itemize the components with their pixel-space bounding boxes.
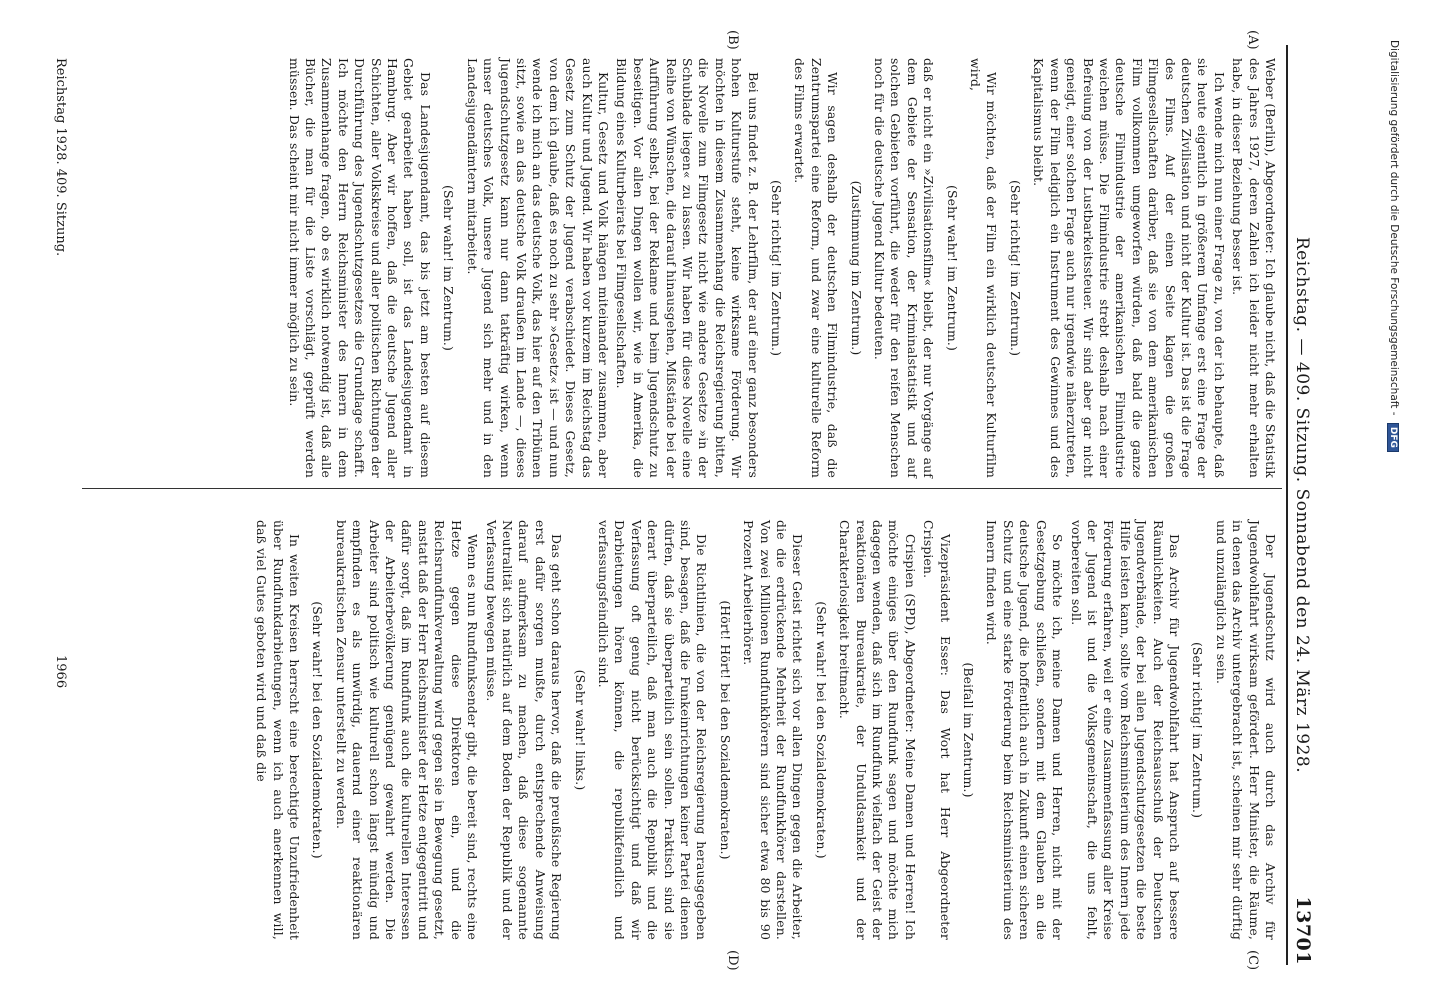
paragraph: Wir möchten, daß der Film ein wirklich deutscher Kulturfilm wird, — [968, 58, 1000, 478]
interjection: (Sehr wahr! bei den Sozialdemokraten.) — [813, 601, 829, 859]
left-column — [283, 58, 1278, 478]
footer-number: 1966 — [53, 655, 68, 689]
paragraph: Ich wende mich nun einer Frage zu, von der ich behaupte, daß sie heute eigentlich in größerem Umfange erst eine Frage der deutschen Zivilisation und nicht der Kultur ist. Das ist die Frage des Films. Auf der einen Seite klagen die großen Filmgesellschaften darüber, daß sie von dem amerikanischen Film vollkommen umgeworfen würden, daß bald die ganze deutsche Filmindustrie der amerikanischen Filmindustrie weichen müsse. Die Filmindustrie strebt deshalb nach einer Befreiung von der Lustbarkeitssteuer. Wir sind aber gar nicht geneigt, einer solchen Frage auch nur irgendwie näherzutreten, wenn der Film lediglich ein Instrument des Gewinnes und des Kapitalismus bleibt. — [1031, 58, 1227, 478]
paragraph: Wir sagen deshalb der deutschen Filmindustrie, daß die Zentrumspartei eine Reform, und zwar eine kulturelle Reform des Films erwartet. — [792, 58, 841, 478]
paragraph: Das Landesjugendamt, das bis jetzt am besten auf diesem Gebiet gearbeitet haben soll, ist das Landesjugendamt in Hamburg. Aber wir hoffen, daß die deutsche Jugend aller Schichten, aller Volkskreise und aller politischen Richtungen der Durchführung des Jugendschutzgesetzes die Grundlage schafft. Ich möchte den Herrn Reichsminister des Innern in dem Zusammenhange fragen, ob es wirklich notwendig ist, daß alle Bücher, die man für die Liste vorschlägt, geprüft werden müssen. Das scheint mir nicht immer möglich zu sein. — [286, 58, 433, 478]
interjection: (Sehr richtig! im Zentrum.) — [1007, 179, 1023, 357]
paragraph: Das geht schon daraus hervor, daß die preußische Regierung erst dafür sorgen mußte, durch entsprechende Anweisung darauf aufmerksam zu machen, daß diese sogenannte Neutralität sich natürlich auf dem Boden der Republik und der Verfassung bewegen müsse. — [483, 520, 565, 940]
page-header — [1284, 45, 1316, 965]
interjection: (Hört! Hört! bei den Sozialdemokraten.) — [717, 600, 733, 860]
paragraph: daß er nicht ein »Zivilisationsfilm« bleibt, der nur Vorgänge auf dem Gebiete der Sensation, der Kriminalstatistik und auf solchen Gebieten vorführt, die weder für den reifen Menschen noch für die deutsche Jugend Kultur bedeuten. — [872, 58, 937, 478]
right-column — [251, 520, 1278, 940]
paragraph: Weber (Berlin), Abgeordneter: Ich glaube nicht, daß die Statistik des Jahres 1927, deren Zahlen ich leider nicht mehr erhalten habe, in dieser Beziehung besser ist. — [1230, 58, 1278, 478]
margin-marker-d: (D) — [725, 950, 740, 971]
header-rule — [1286, 45, 1288, 965]
margin-marker-c: (C) — [1245, 950, 1260, 971]
paragraph: Wenn es nun Rundfunksender gibt, die bereit sind, rechts eine Hetze gegen diese Direktoren ein, und die Reichsrundfunkverwaltung wird gegen sie in Bewegung gesetzt, anstatt daß der Herr Reichsminister der Hetze entgegentritt und dafür sorgt, daß im Rundfunk auch die kulturellen Interessen der Arbeiterbevölkerung genügend gewahrt werden. Die Arbeiter sind politisch wie kulturell schon längst mündig und empfinden es als unwürdig, dauernd einer reaktionären bureaukratischen Zensur unterstellt zu werden. — [333, 520, 481, 940]
margin-marker-b: (B) — [725, 30, 740, 50]
interjection: (Sehr wahr! bei den Sozialdemokraten.) — [310, 601, 326, 859]
paragraph: Dieser Geist richtet sich vor allen Dingen gegen die Arbeiter, die die erdrückende Mehrheit der Rundfunkhörer darstellen. Von zwei Millionen Rundfunkhörern sind sicher etwa 80 bis 90 Prozent Arbeiterhörer. — [741, 520, 806, 940]
paragraph: So möchte ich, meine Damen und Herren, nicht mit der Gesetzgebung schließen, sondern mit dem Glauben an die deutsche Jugend, die hoffentlich auch in Zukunft einen sicheren Schutz und eine starke Förderung beim Reichsministerium des Innern finden wird. — [984, 520, 1066, 940]
digitization-credit-text: Digitalisierung gefördert durch die Deutsche Forschungsgemeinschaft - — [1388, 40, 1400, 416]
paragraph: In weiten Kreisen herrscht eine berechtigte Unzufriedenheit über Rundfunkdarbietungen, wenn ich auch anerkennen will, daß viel Gutes geboten wird und daß die — [254, 520, 303, 940]
paragraph: Bei uns findet z. B. der Lehrfilm, der auf einer ganz besonders hohen Kulturstufe steht, keine wirksame Förderung. Wir möchten in diesem Zusammenhang die Reichsregierung bitten, die Novelle zum Filmgesetz nicht wie andere Gesetze »in der Schublade liegen« zu lassen. Wir haben für diese Novelle eine Reihe von Wünschen, die darauf hinausgehen, Mißstände bei der Aufführung selbst, bei der Reklame und beim Jugendschutz zu beseitigen. Vor allen Dingen wollen wir, wie in Amerika, die Bildung eines Kulturbeirats bei Filmgesellschaften. — [614, 58, 761, 478]
interjection: (Sehr wahr! im Zentrum.) — [944, 185, 960, 351]
interjection: (Sehr richtig! im Zentrum.) — [1190, 641, 1206, 819]
paragraph: Die Richtlinien, die von der Reichsregierung herausgegeben sind, besagen, daß die Funkeinrichtungen keiner Partei dienen dürfen, daß sie überparteilich sein sollen. Praktisch sind sie derart überparteilich, daß man auch die Republik und die Verfassung oft genug nicht berücksichtigt und daß wir Darbietungen hören können, die republikfeindlich und verfassungsfeindlich sind. — [595, 520, 710, 940]
paragraph: Kultur, Gesetz und Volk hängen miteinander zusammen, aber auch Kultur und Jugend. Wir haben vor kurzem im Reichstag das Gesetz zum Schutz der Jugend verabschiedet. Dieses Gesetz, von dem ich glaube, daß es noch zu sehr »Gesetz« ist — und nun wende ich mich an das deutsche Volk, das hier auf den Tribünen sitzt, sowie an das deutsche Volk draußen im Lande —, dieses Jugendschutzgesetz kann nur dann tatkräftig wirken, wenn unser deutsches Volk, unsere Jugend sich mehr und in den Landesjugendämtern mitarbeitet. — [464, 58, 611, 478]
paragraph: Der Jugendschutz wird auch durch das Archiv für Jugendwohlfahrt wirksam gefördert. Herr Minister, die Räume, in denen das Archiv untergebracht ist, scheinen mir sehr dürftig und unzulänglich zu sein. — [1213, 520, 1278, 940]
paragraph: Vizepräsident Esser: Das Wort hat Herr Abgeordneter Crispien. — [921, 520, 953, 940]
dfg-logo-icon: DFG — [1387, 423, 1399, 452]
page-number: 13701 — [1292, 896, 1314, 965]
interjection: (Zustimmung im Zentrum.) — [848, 180, 864, 356]
paragraph: Das Archiv für Jugendwohlfahrt hat Anspruch auf bessere Räumlichkeiten. Auch der Reichsausschuß der Deutschen Jugendverbände, der bei allen Jugendschutzgesetzen die beste Hilfe leisten kann, sollte vom Reichsministerium des Innern jede Förderung erfahren, weil er eine Zusammenfassung aller Kreise der Jugend ist und die Volksgemeinschaft, die uns fehlt, vorbereiten soll. — [1068, 520, 1182, 940]
running-title: Reichstag. — 409. Sitzung. Sonnabend den 24. März 1928. — [1292, 236, 1312, 774]
interjection: (Sehr wahr! im Zentrum.) — [441, 185, 457, 351]
document-page — [30, 0, 1330, 1000]
paragraph: Crispien (SPD), Abgeordneter: Meine Damen und Herren! Ich möchte einiges über den Rundfunk sagen und möchte mich dagegen wenden, daß sich im Rundfunk vielfach der Geist der reaktionären Bureaukratie, der Unduldsamkeit und der Charakterlosigkeit breitmacht. — [837, 520, 918, 940]
digitization-credit — [1370, 40, 1400, 1000]
interjection: (Sehr wahr! links.) — [572, 669, 588, 791]
footer-session: Reichstag 1928. 409. Sitzung. — [53, 58, 68, 257]
column-divider — [82, 488, 1282, 489]
interjection: (Beifall im Zentrum.) — [961, 662, 977, 798]
interjection: (Sehr richtig! im Zentrum.) — [769, 179, 785, 357]
margin-marker-a: (A) — [1245, 30, 1260, 50]
